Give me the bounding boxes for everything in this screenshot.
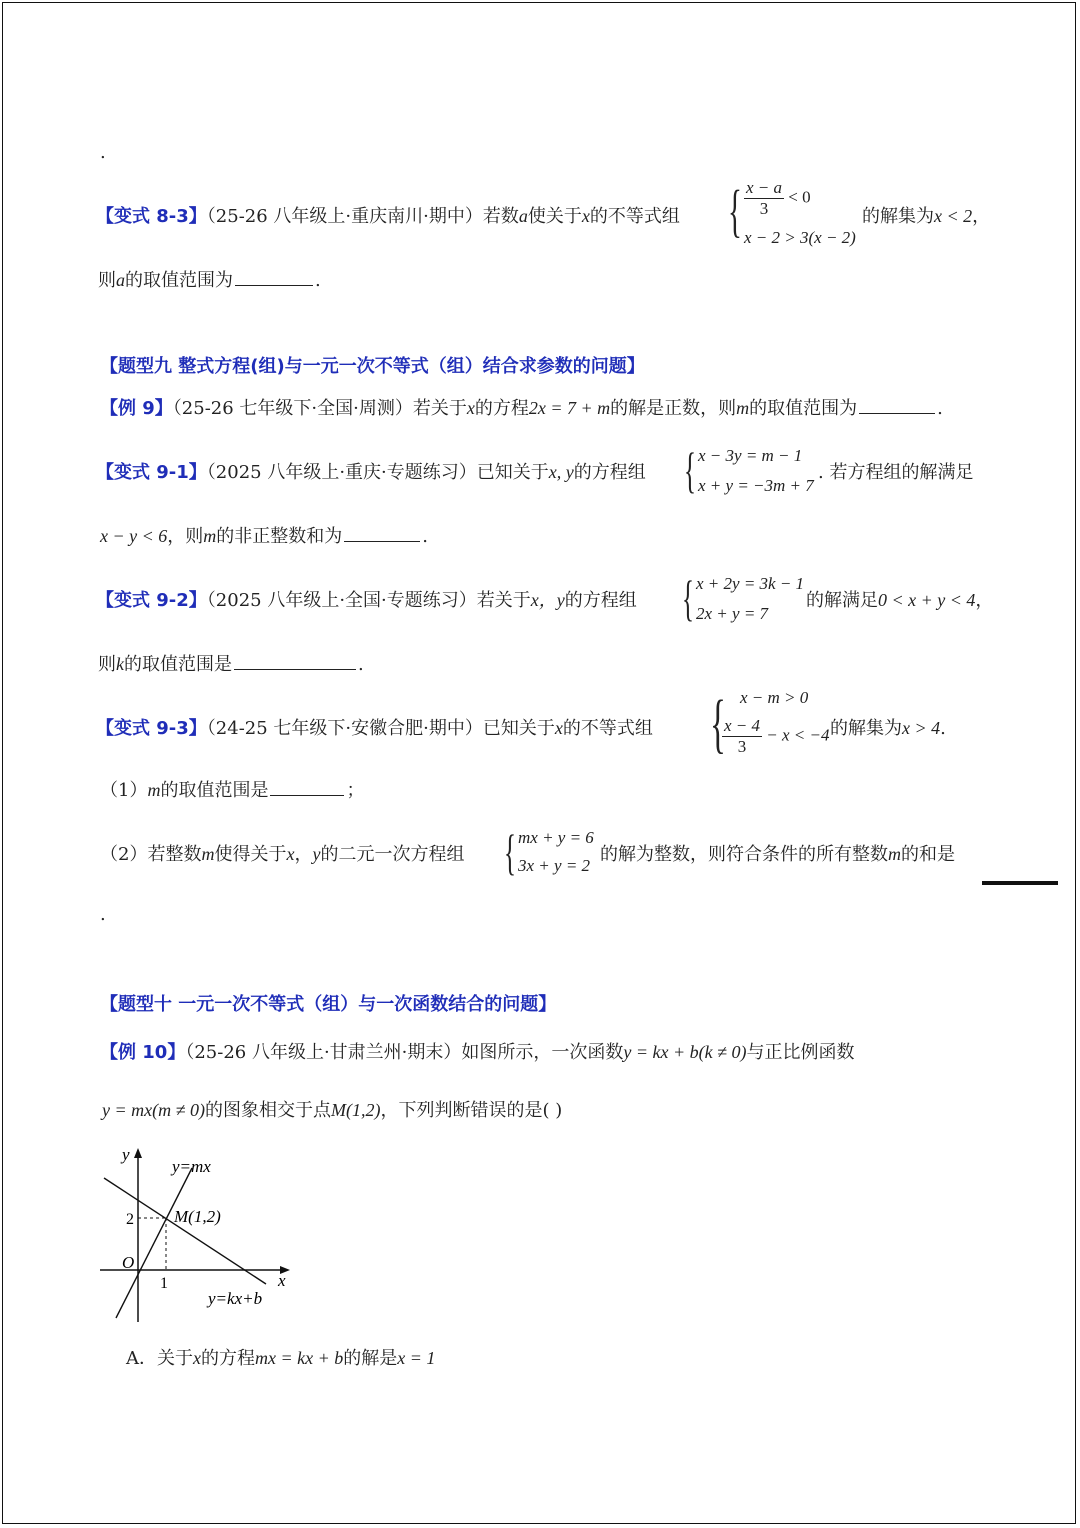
answer-blank[interactable] [270,777,344,796]
system-brace: { [682,570,694,626]
answer-blank[interactable] [235,267,313,286]
answer-blank[interactable] [344,523,420,542]
label-point-m: M(1,2) [174,1207,221,1226]
label-y-kx-b: y=kx+b [208,1289,263,1308]
inequality-system: $\frac{x - a}{3}$ < 0 [746,178,811,218]
source-text: （25-26 八年级上·重庆南川·期中）若数 [206,206,519,227]
answer-blank[interactable] [234,651,356,670]
answer-blank[interactable] [982,881,1058,885]
y-axis-label: y [122,1145,130,1164]
label-y-mx: y=mx [172,1157,211,1176]
option-a[interactable]: A．关于x的方程mx = kx + b的解是x = 1 [126,1348,436,1369]
system-brace: { [684,442,696,498]
system-brace: { [728,178,742,243]
system-brace: { [504,824,516,880]
answer-blank[interactable] [859,395,935,414]
line-y-mx [116,1168,192,1318]
stray-dot: . [100,142,106,163]
origin-label: O [122,1253,135,1272]
tick-x-1: 1 [160,1275,168,1292]
function-graph [96,1140,296,1330]
variant-label: 【变式 8-3】 [96,206,207,227]
tick-y-2: 2 [126,1211,134,1228]
system-brace: { [710,687,726,760]
x-axis-label: x [278,1271,286,1290]
y-axis-arrow-icon [134,1148,142,1158]
section-heading-9: 【题型九 整式方程(组)与一元一次不等式（组）结合求参数的问题】 [100,356,645,377]
section-heading-10: 【题型十 一元一次不等式（组）与一次函数结合的问题】 [100,994,557,1015]
